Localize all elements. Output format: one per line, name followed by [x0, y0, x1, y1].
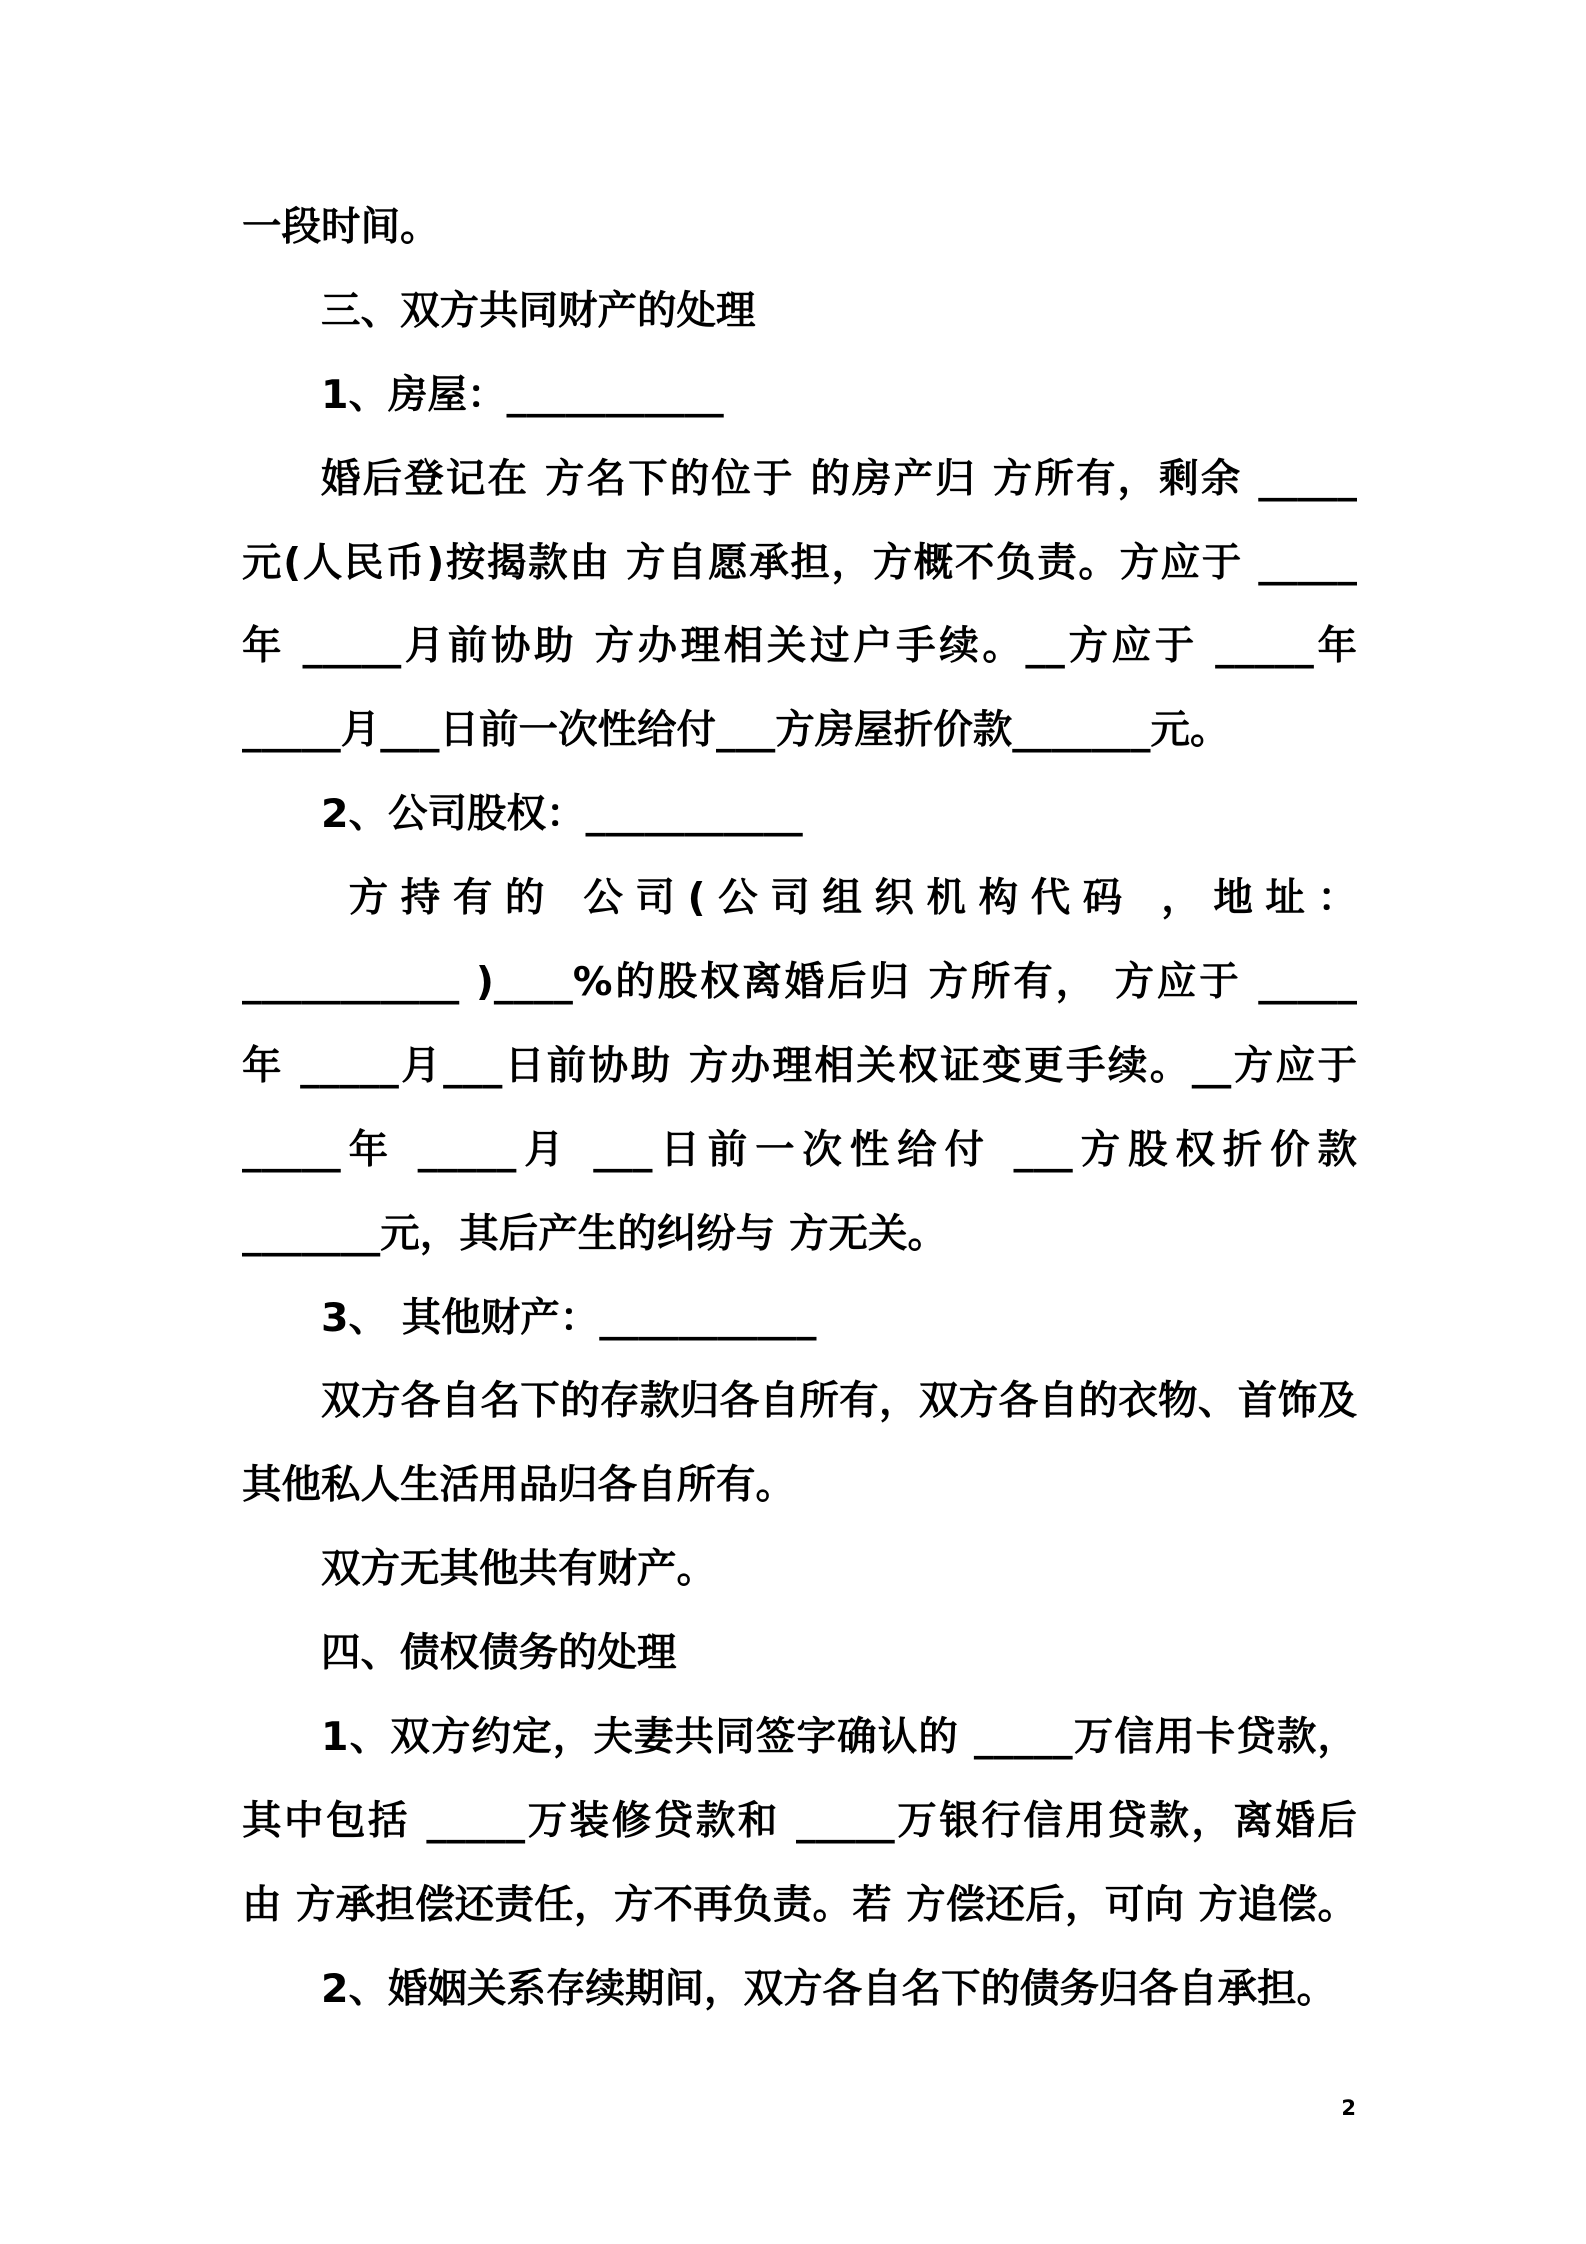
paragraph-line: 元(人民币)按揭款由 方自愿承担，方概不负责。方应于 _____	[242, 539, 1357, 586]
paragraph-line: 其中包括 _____万装修贷款和 _____万银行信用贷款，离婚后	[242, 1797, 1357, 1844]
paragraph-line: 年 _____月___日前协助 方办理相关权证变更手续。__方应于	[242, 1042, 1357, 1089]
paragraph-line: 双方无其他共有财产。	[321, 1546, 716, 1593]
paragraph-line: _____年 _____月 ___日前一次性给付 ___方股权折价款	[242, 1126, 1357, 1173]
document-body	[242, 186, 1357, 2032]
paragraph-line: 年 _____月前协助 方办理相关过户手续。__方应于 _____年	[242, 623, 1357, 670]
paragraph-line: 1、双方约定，夫妻共同签字确认的 _____万信用卡贷款，	[321, 1714, 1357, 1761]
paragraph-line: 其他私人生活用品归各自所有。	[242, 1462, 795, 1509]
section-heading-debts: 四、债权债务的处理	[321, 1630, 677, 1677]
paragraph-line: _______元，其后产生的纠纷与 方无关。	[242, 1210, 948, 1257]
paragraph-line: 婚后登记在 方名下的位于 的房产归 方所有，剩余 _____	[321, 455, 1357, 502]
paragraph-line: 方持有的 公司(公司组织机构代码 ，地址：	[348, 875, 1357, 922]
paragraph-line: 2、婚姻关系存续期间，双方各自名下的债务归各自承担。	[321, 1965, 1336, 2012]
subsection-heading-house: 1、房屋：___________	[321, 371, 724, 418]
paragraph-line: _____月___日前一次性给付___方房屋折价款_______元。	[242, 707, 1230, 754]
page-number: 2	[1341, 2096, 1356, 2120]
paragraph-line: 双方各自名下的存款归各自所有，双方各自的衣物、首饰及	[321, 1378, 1357, 1425]
paragraph-line: ___________ )____%的股权离婚后归 方所有， 方应于 _____	[242, 959, 1357, 1006]
subsection-heading-other-property: 3、 其他财产：___________	[321, 1294, 817, 1341]
section-heading-property: 三、双方共同财产的处理	[321, 287, 756, 334]
paragraph-continuation: 一段时间。	[242, 204, 440, 250]
subsection-heading-equity: 2、公司股权：___________	[321, 791, 803, 838]
paragraph-line: 由 方承担偿还责任，方不再负责。若 方偿还后，可向 方追偿。	[242, 1881, 1357, 1928]
